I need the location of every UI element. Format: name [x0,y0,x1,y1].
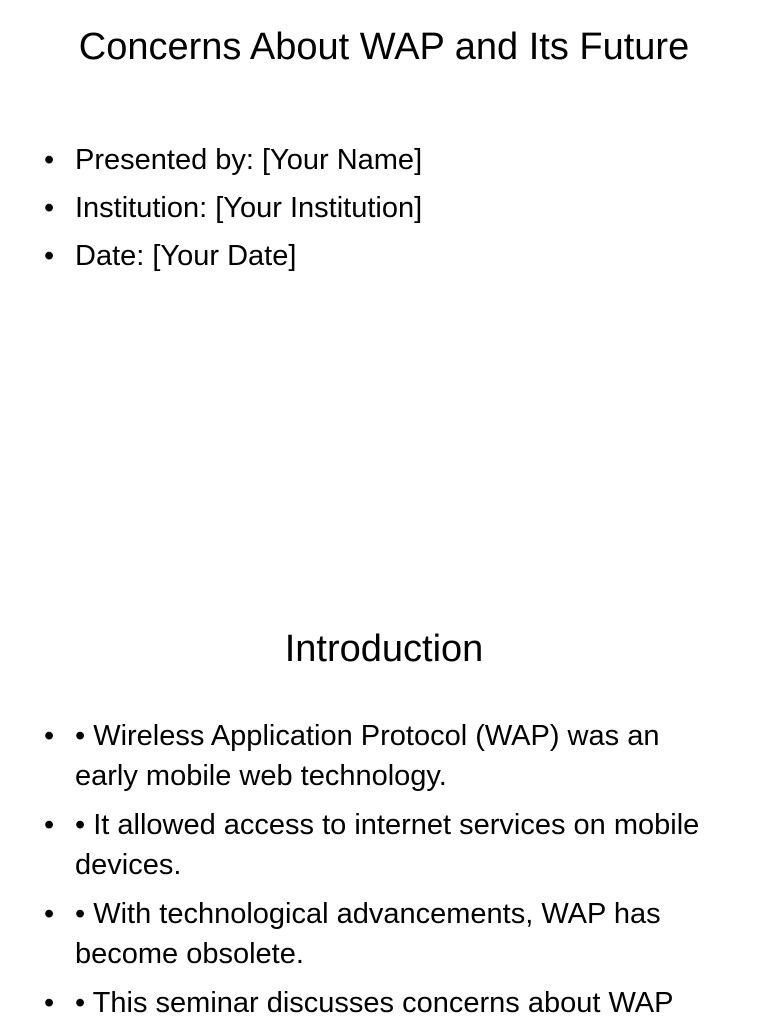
bullet-list [40,716,720,1032]
bullet-icon: • [44,898,55,930]
bullet-icon: • [44,987,55,1019]
bullet-text: Presented by: [Your Name] [75,144,423,176]
list-item [40,894,720,974]
slide-title: Introduction [284,628,484,670]
slide-title: Concerns About WAP and Its Future [78,26,690,68]
bullet-text: Date: [Your Date] [75,240,297,272]
bullet-icon: • [44,144,55,176]
list-item [40,140,720,180]
bullet-text: • This seminar discusses concerns about WAP [75,987,674,1019]
list-item [40,805,720,885]
bullet-text: Institution: [Your Institution] [75,192,423,224]
bullet-list [40,140,720,284]
bullet-icon: • [44,809,55,841]
bullet-icon: • [44,240,55,272]
bullet-icon: • [44,720,55,752]
list-item [40,716,720,796]
list-item [40,236,720,276]
bullet-text: • Wireless Application Protocol (WAP) was an early mobile web technology. [75,720,660,792]
bullet-text: • It allowed access to internet services on mobile devices. [75,809,700,881]
bullet-text: • With technological advancements, WAP has become obsolete. [75,898,661,970]
list-item [40,983,720,1023]
bullet-icon: • [44,192,55,224]
introduction-slide [0,576,768,1024]
list-item [40,188,720,228]
